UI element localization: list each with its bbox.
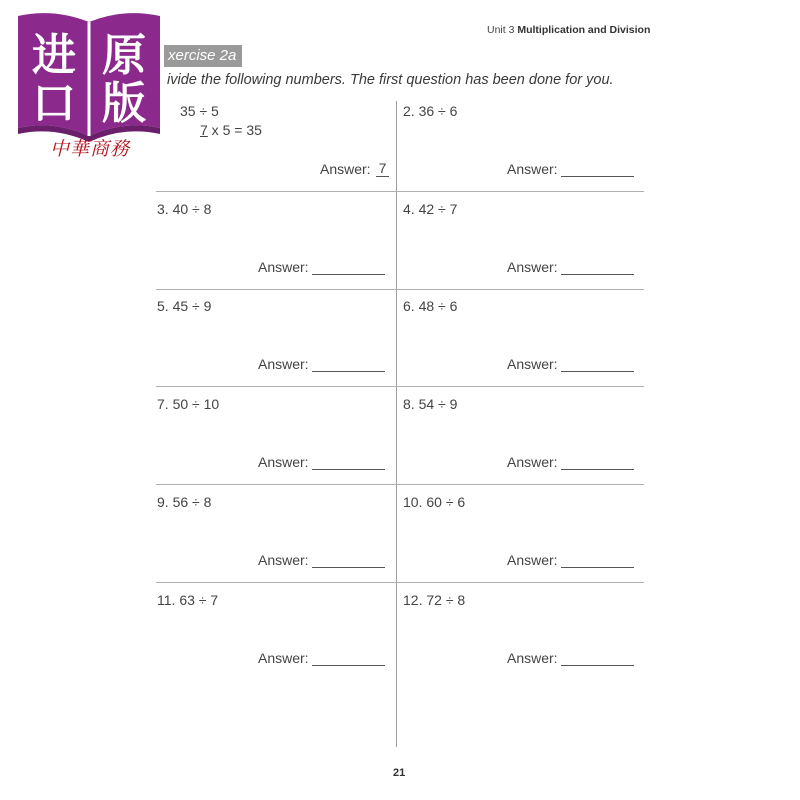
answer-row — [507, 552, 634, 568]
answer-label: Answer: — [258, 552, 309, 568]
question-expression: 50 ÷ 10 — [172, 396, 220, 412]
answer-blank[interactable] — [561, 456, 634, 470]
question-expression: 54 ÷ 9 — [418, 396, 458, 412]
answer-row — [507, 650, 634, 666]
answer-label: Answer: — [507, 454, 558, 470]
example-working-rest: x 5 = 35 — [207, 122, 262, 138]
question-text — [157, 298, 211, 314]
question-text — [157, 592, 218, 608]
answer-row — [507, 454, 634, 470]
question-number: 2. — [403, 103, 415, 119]
answer-row — [507, 161, 634, 177]
answer-blank[interactable] — [312, 456, 385, 470]
answer-label: Answer: — [320, 161, 371, 177]
row-divider — [156, 191, 644, 192]
question-expression: 42 ÷ 7 — [418, 201, 458, 217]
question-expression: 48 ÷ 6 — [418, 298, 458, 314]
question-text — [157, 396, 219, 412]
question-expression: 36 ÷ 6 — [418, 103, 458, 119]
question-text — [157, 201, 211, 217]
question-expression: 56 ÷ 8 — [172, 494, 212, 510]
badge-char-2: 原 — [102, 30, 146, 81]
badge-subtitle: 中華商務 — [49, 138, 130, 160]
badge-char-3: 口 — [32, 78, 76, 129]
example-answer-value: 7 — [376, 161, 390, 177]
question-number: 10. — [403, 494, 423, 510]
answer-label: Answer: — [507, 650, 558, 666]
answer-row — [507, 356, 634, 372]
answer-label: Answer: — [507, 259, 558, 275]
answer-blank[interactable] — [312, 261, 385, 275]
question-expression: 63 ÷ 7 — [179, 592, 219, 608]
answer-label: Answer: — [258, 259, 309, 275]
question-number: 11. — [157, 592, 176, 608]
example-question: 35 ÷ 5 — [180, 103, 219, 119]
question-expression: 40 ÷ 8 — [172, 201, 212, 217]
answer-row — [258, 356, 385, 372]
question-number: 8. — [403, 396, 415, 412]
answer-row — [258, 650, 385, 666]
unit-heading — [487, 24, 650, 36]
question-text — [403, 298, 457, 314]
page-number: 21 — [393, 767, 406, 779]
example-answer — [320, 161, 389, 177]
answer-label: Answer: — [507, 356, 558, 372]
badge-char-1: 进 — [32, 30, 76, 81]
question-text — [403, 494, 465, 510]
answer-blank[interactable] — [561, 261, 634, 275]
row-divider — [156, 289, 644, 290]
answer-blank[interactable] — [561, 358, 634, 372]
question-text — [403, 103, 457, 119]
answer-label: Answer: — [258, 650, 309, 666]
row-divider — [156, 484, 644, 485]
question-expression: 72 ÷ 8 — [426, 592, 466, 608]
question-number: 6. — [403, 298, 415, 314]
question-expression: 60 ÷ 6 — [426, 494, 466, 510]
question-number: 7. — [157, 396, 169, 412]
answer-row — [507, 259, 634, 275]
unit-label: Unit 3 — [487, 24, 515, 36]
answer-blank[interactable] — [312, 554, 385, 568]
unit-title: Multiplication and Division — [517, 24, 651, 36]
answer-blank[interactable] — [312, 358, 385, 372]
row-divider — [156, 582, 644, 583]
row-divider — [156, 386, 644, 387]
badge-char-4: 版 — [102, 78, 146, 129]
exercise-instruction: ivide the following numbers. The first question has been done for you. — [167, 72, 614, 88]
answer-row — [258, 552, 385, 568]
question-number: 12. — [403, 592, 423, 608]
question-text — [403, 201, 457, 217]
answer-label: Answer: — [507, 161, 558, 177]
answer-row — [258, 454, 385, 470]
question-text — [157, 494, 211, 510]
question-number: 4. — [403, 201, 415, 217]
answer-blank[interactable] — [561, 554, 634, 568]
exercise-title: xercise 2a — [164, 45, 242, 67]
column-divider — [396, 101, 397, 747]
answer-label: Answer: — [507, 552, 558, 568]
answer-blank[interactable] — [561, 163, 634, 177]
question-number: 3. — [157, 201, 169, 217]
question-text — [403, 592, 465, 608]
example-working — [200, 122, 262, 138]
example-working-blank: 7 — [200, 122, 208, 138]
answer-label: Answer: — [258, 356, 309, 372]
answer-blank[interactable] — [561, 652, 634, 666]
question-text — [403, 396, 457, 412]
answer-row — [258, 259, 385, 275]
question-expression: 45 ÷ 9 — [172, 298, 212, 314]
question-number: 5. — [157, 298, 169, 314]
answer-label: Answer: — [258, 454, 309, 470]
question-number: 9. — [157, 494, 169, 510]
answer-blank[interactable] — [312, 652, 385, 666]
